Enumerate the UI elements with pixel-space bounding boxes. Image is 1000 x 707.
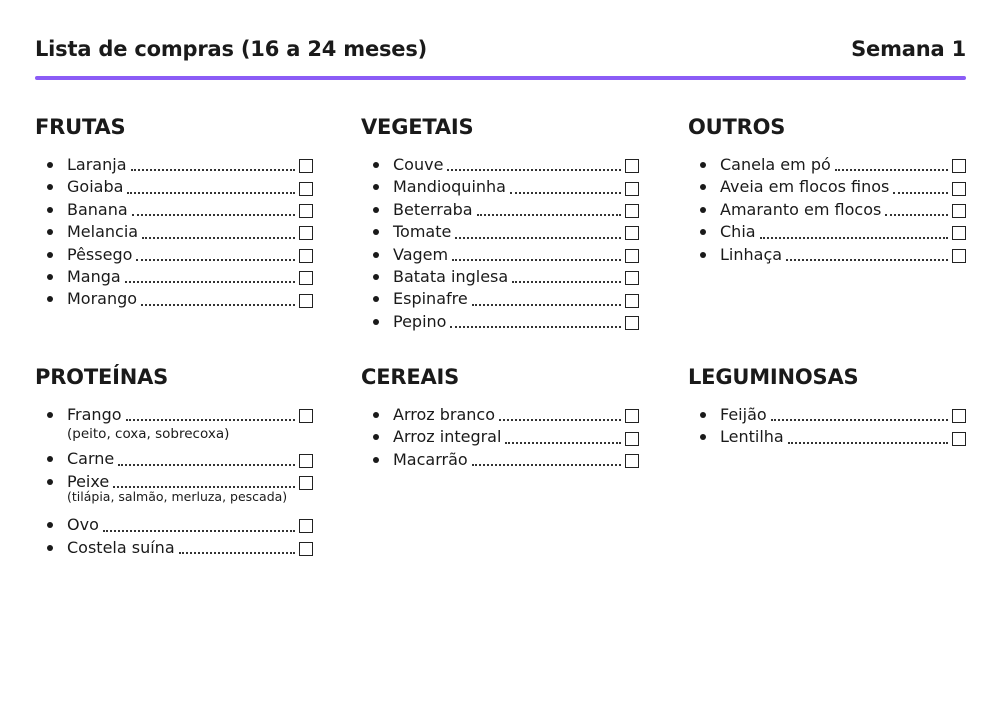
list-item <box>361 288 639 310</box>
checkbox[interactable] <box>299 249 313 263</box>
list-frutas <box>35 154 313 311</box>
item-label: Arroz integral <box>393 427 502 447</box>
list-item <box>688 426 966 448</box>
section-frutas <box>35 114 313 311</box>
list-item <box>361 176 639 198</box>
dotted-leader <box>893 182 948 194</box>
dotted-leader <box>510 182 621 194</box>
dotted-leader <box>447 159 621 171</box>
item-label: Peixe <box>67 471 110 491</box>
dotted-leader <box>505 432 621 444</box>
checkbox[interactable] <box>625 316 639 330</box>
list-leguminosas <box>688 404 966 449</box>
item-label: Arroz branco <box>393 405 496 424</box>
item-label: Manga <box>67 267 121 287</box>
list-item <box>35 288 313 310</box>
dotted-leader <box>512 271 621 283</box>
checkbox[interactable] <box>625 204 639 218</box>
section-title-frutas: FRUTAS <box>35 115 126 139</box>
dotted-leader <box>472 454 621 466</box>
checkbox[interactable] <box>625 294 639 308</box>
checkbox[interactable] <box>625 249 639 263</box>
page-title: Lista de compras (16 a 24 meses) <box>35 37 428 61</box>
item-label: Beterraba <box>393 199 473 219</box>
item-label: Banana <box>67 199 128 219</box>
checkbox[interactable] <box>952 159 966 173</box>
item-note: (peito, coxa, sobrecoxa) <box>67 426 230 443</box>
item-label: Linhaça <box>720 244 783 264</box>
dotted-leader <box>885 204 948 216</box>
section-leguminosas <box>688 364 966 449</box>
list-item <box>35 266 313 288</box>
item-label: Tomate <box>393 222 452 242</box>
dotted-leader <box>452 249 621 261</box>
week-label: Semana 1 <box>851 37 966 61</box>
checkbox[interactable] <box>299 519 313 533</box>
item-label: Mandioquinha <box>393 177 506 197</box>
checkbox[interactable] <box>299 226 313 240</box>
list-item <box>361 154 639 176</box>
checkbox[interactable] <box>952 409 966 423</box>
item-label: Batata inglesa <box>393 267 509 287</box>
checkbox[interactable] <box>625 226 639 240</box>
list-item <box>361 426 639 448</box>
list-item <box>361 221 639 243</box>
section-title-vegetais: VEGETAIS <box>361 115 474 139</box>
list-item <box>688 199 966 221</box>
dotted-leader <box>127 182 295 194</box>
item-label: Amaranto em flocos <box>720 199 882 219</box>
item-label: Macarrão <box>393 449 468 469</box>
checkbox[interactable] <box>625 454 639 468</box>
dotted-leader <box>788 432 948 444</box>
list-item <box>688 154 966 176</box>
list-item <box>35 448 313 470</box>
item-label: Lentilha <box>720 427 784 447</box>
checkbox[interactable] <box>625 159 639 173</box>
list-item <box>361 449 639 471</box>
section-title-outros: OUTROS <box>688 115 786 139</box>
list-item <box>35 471 313 505</box>
dotted-leader <box>179 542 295 554</box>
item-label: Carne <box>67 449 115 469</box>
checkbox[interactable] <box>299 159 313 173</box>
checkbox[interactable] <box>299 476 313 490</box>
item-label: Couve <box>393 155 444 174</box>
item-label: Pepino <box>393 311 447 331</box>
dotted-leader <box>450 316 621 328</box>
dotted-leader <box>126 409 295 421</box>
list-item <box>688 176 966 198</box>
checkbox[interactable] <box>952 432 966 446</box>
dotted-leader <box>771 409 948 421</box>
list-item <box>688 404 966 426</box>
checkbox[interactable] <box>299 454 313 468</box>
checkbox[interactable] <box>952 226 966 240</box>
page-header <box>35 33 966 65</box>
section-outros <box>688 114 966 266</box>
list-item <box>35 404 313 443</box>
dotted-leader <box>477 204 621 216</box>
checkbox[interactable] <box>299 542 313 556</box>
dotted-leader <box>113 476 295 488</box>
list-proteinas <box>35 404 313 559</box>
item-label: Espinafre <box>393 289 468 309</box>
item-label: Canela em pó <box>720 155 831 174</box>
dotted-leader <box>141 294 295 306</box>
checkbox[interactable] <box>299 271 313 285</box>
item-label: Laranja <box>67 155 127 174</box>
checkbox[interactable] <box>625 432 639 446</box>
dotted-leader <box>835 159 948 171</box>
section-cereais <box>361 364 639 471</box>
section-title-cereais: CEREAIS <box>361 365 460 389</box>
item-label: Goiaba <box>67 177 124 197</box>
dotted-leader <box>118 454 295 466</box>
dotted-leader <box>131 159 296 171</box>
dotted-leader <box>455 227 621 239</box>
list-item <box>35 221 313 243</box>
list-item <box>361 311 639 333</box>
list-item <box>35 537 313 559</box>
list-item <box>361 266 639 288</box>
list-item <box>35 199 313 221</box>
dotted-leader <box>472 294 621 306</box>
section-proteinas <box>35 364 313 559</box>
item-label: Frango <box>67 405 122 424</box>
list-vegetais <box>361 154 639 333</box>
dotted-leader <box>136 249 295 261</box>
checkbox[interactable] <box>952 249 966 263</box>
list-outros <box>688 154 966 266</box>
checkbox[interactable] <box>625 182 639 196</box>
list-item <box>361 244 639 266</box>
checkbox[interactable] <box>625 271 639 285</box>
item-label: Pêssego <box>67 244 133 264</box>
checkbox[interactable] <box>299 182 313 196</box>
list-item <box>688 221 966 243</box>
section-title-proteinas: PROTEÍNAS <box>35 365 169 389</box>
checkbox[interactable] <box>625 409 639 423</box>
dotted-leader <box>499 409 621 421</box>
list-item <box>688 244 966 266</box>
checkbox[interactable] <box>952 182 966 196</box>
item-label: Melancia <box>67 222 139 242</box>
item-label: Morango <box>67 289 138 309</box>
list-item <box>361 199 639 221</box>
checkbox[interactable] <box>299 294 313 308</box>
list-cereais <box>361 404 639 471</box>
list-item <box>35 154 313 176</box>
dotted-leader <box>786 249 948 261</box>
item-label: Costela suína <box>67 537 175 557</box>
dotted-leader <box>142 227 295 239</box>
list-item <box>35 244 313 266</box>
item-label: Chia <box>720 222 756 242</box>
dotted-leader <box>760 227 948 239</box>
dotted-leader <box>103 520 295 532</box>
item-label: Ovo <box>67 515 99 535</box>
list-item <box>361 404 639 426</box>
section-vegetais <box>361 114 639 333</box>
checkbox[interactable] <box>952 204 966 218</box>
list-item <box>35 176 313 198</box>
checkbox[interactable] <box>299 204 313 218</box>
item-label: Aveia em flocos finos <box>720 177 890 197</box>
dotted-leader <box>125 271 295 283</box>
checkbox[interactable] <box>299 409 313 423</box>
item-note: (tilápia, salmão, merluza, pescada) <box>67 489 288 505</box>
dotted-leader <box>132 204 295 216</box>
header-divider <box>35 76 966 80</box>
list-item <box>35 514 313 536</box>
item-label: Vagem <box>393 244 449 264</box>
section-title-leguminosas: LEGUMINOSAS <box>688 365 859 389</box>
item-label: Feijão <box>720 405 767 424</box>
